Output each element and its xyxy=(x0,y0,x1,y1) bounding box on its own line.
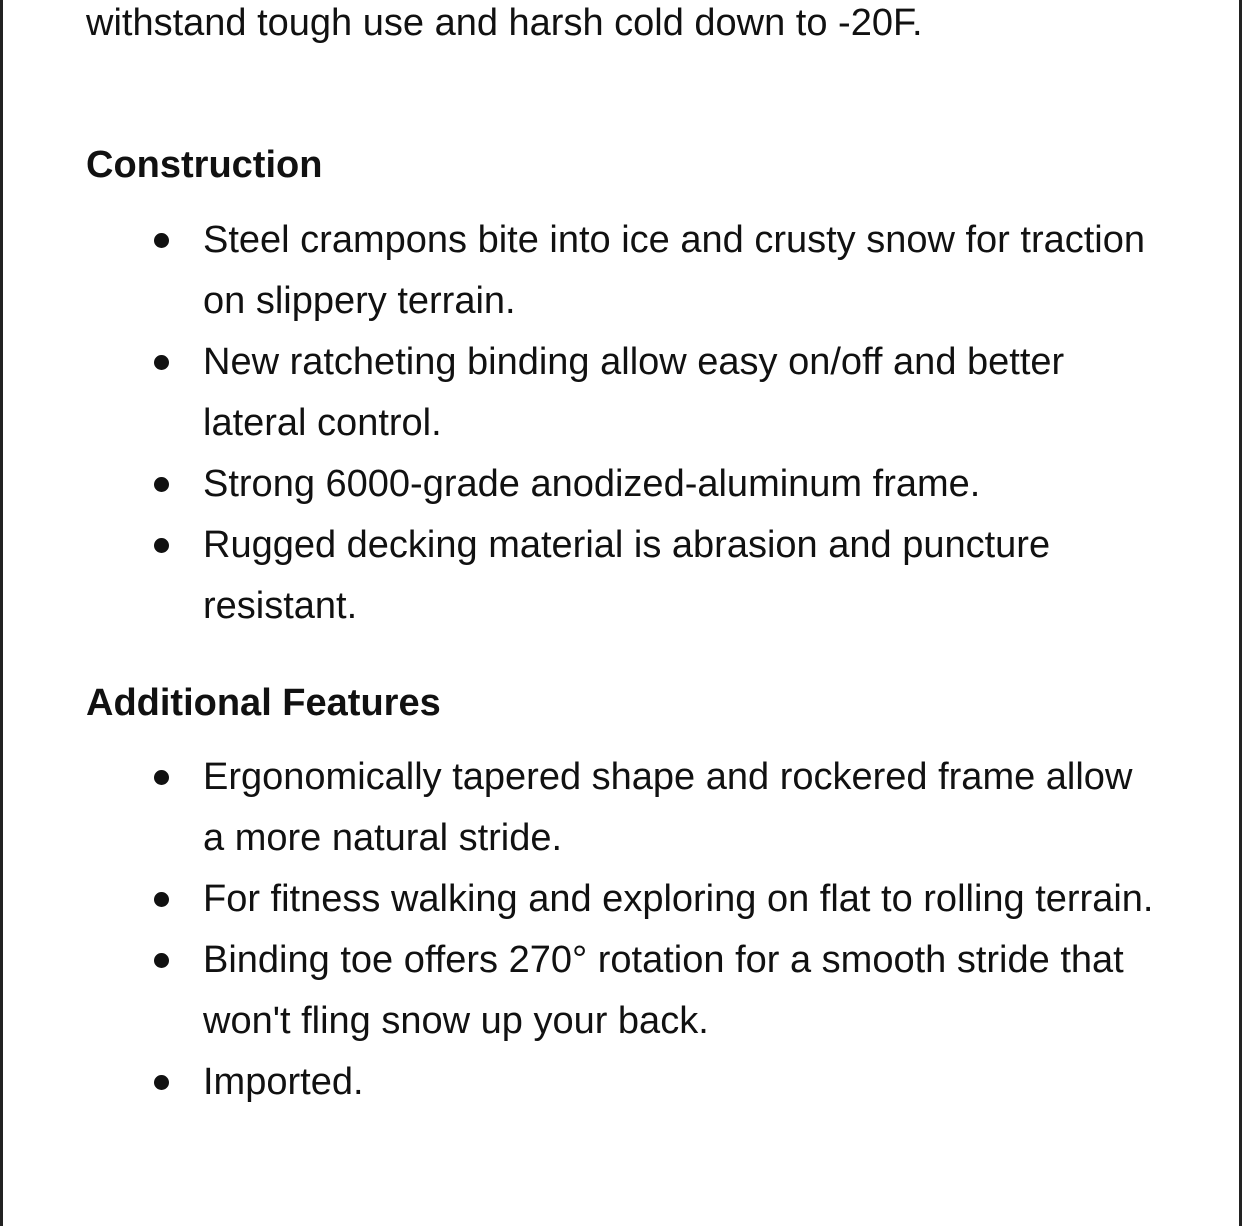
list-item-text: Ergonomically tapered shape and rockered frame allow a more natural stride. xyxy=(203,756,1133,859)
intro-text: withstand tough use and harsh cold down to -20F. xyxy=(86,2,923,44)
bullet-icon xyxy=(154,892,169,907)
list-item xyxy=(86,747,1206,869)
bullet-icon xyxy=(154,1075,169,1090)
bullet-icon xyxy=(154,233,169,248)
section-heading-additional-features: Additional Features xyxy=(86,682,441,724)
bullet-icon xyxy=(154,770,169,785)
bullet-icon xyxy=(154,953,169,968)
list-item-text: Imported. xyxy=(203,1061,364,1103)
additional-features-list xyxy=(86,747,1206,1113)
bullet-icon xyxy=(154,538,169,553)
list-item-text: For fitness walking and exploring on flat to rolling terrain. xyxy=(203,878,1154,920)
list-item-text: Binding toe offers 270° rotation for a smooth stride that won't fling snow up your back. xyxy=(203,939,1124,1042)
list-item xyxy=(86,930,1206,1052)
list-item-text: New ratcheting binding allow easy on/off and better lateral control. xyxy=(203,341,1065,444)
list-item-text: Strong 6000-grade anodized-aluminum frame. xyxy=(203,463,981,505)
bullet-icon xyxy=(154,477,169,492)
list-item xyxy=(86,332,1206,454)
list-item xyxy=(86,454,1206,515)
construction-list xyxy=(86,210,1206,637)
bullet-icon xyxy=(154,355,169,370)
list-item xyxy=(86,515,1206,637)
list-item xyxy=(86,210,1206,332)
list-item-text: Rugged decking material is abrasion and puncture resistant. xyxy=(203,524,1051,627)
list-item xyxy=(86,1052,1206,1113)
list-item xyxy=(86,869,1206,930)
list-item-text: Steel crampons bite into ice and crusty snow for traction on slippery terrain. xyxy=(203,219,1146,322)
section-heading-construction: Construction xyxy=(86,144,323,186)
